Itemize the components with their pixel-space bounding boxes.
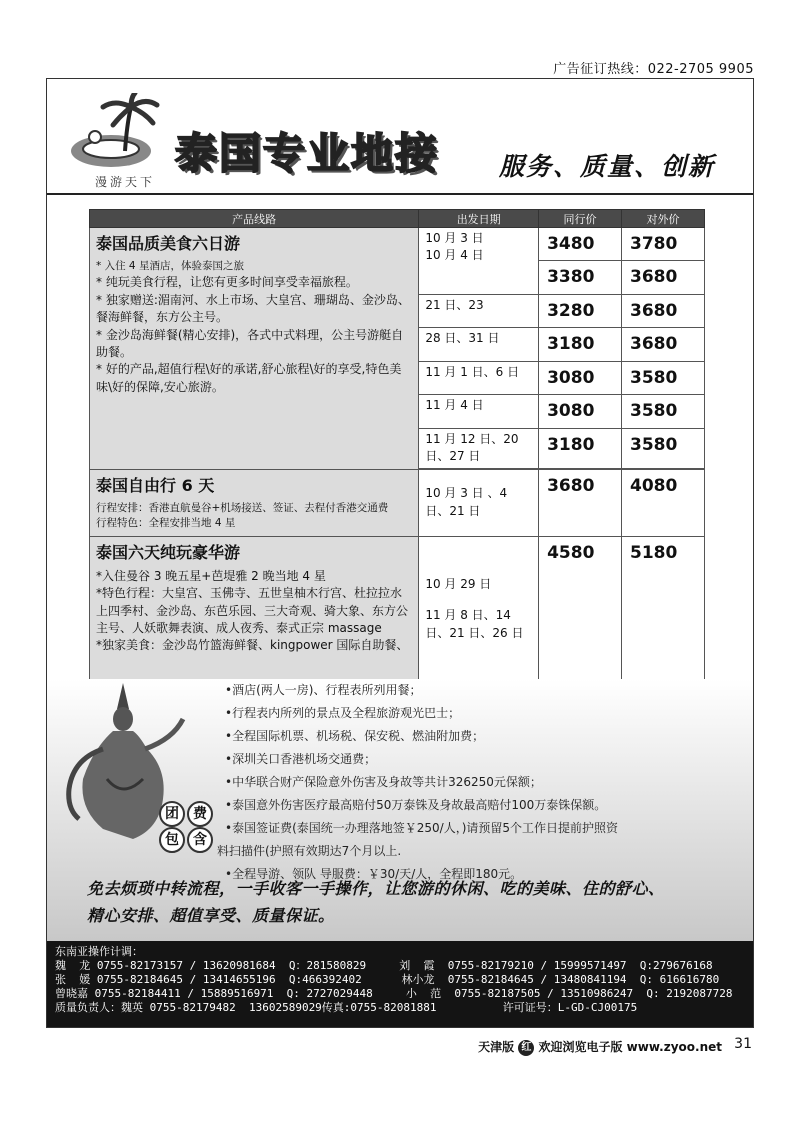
trade-price: 4580 [539, 536, 622, 682]
company-logo [65, 93, 165, 189]
header-divider [47, 193, 753, 195]
retail-price: 3680 [622, 328, 705, 361]
page-number: 31 [734, 1036, 752, 1052]
closing-statement [87, 875, 665, 929]
col-header-date: 出发日期 [419, 210, 539, 228]
departure-date-1: 10 月 29 日 [425, 577, 492, 592]
ad-frame [46, 78, 754, 1028]
list-item: •中华联合财产保险意外伤害及身故等共计326250元保额； [225, 775, 542, 789]
list-item: •酒店(两人一房)、行程表所列用餐； [225, 683, 422, 697]
product-bullet: * 入住 4 星酒店，体验泰国之旅 [96, 260, 244, 273]
trade-price: 3080 [539, 395, 622, 428]
contact-heading: 东南亚操作计调： [55, 945, 143, 958]
footer-text [478, 1038, 722, 1056]
col-header-trade-price: 同行价 [539, 210, 622, 228]
table-header-row [90, 210, 705, 228]
departure-date-2: 11 月 8 日、14 日、21 日、26 日 [425, 608, 524, 640]
list-item: •全程国际机票、机场税、保安税、燃油附加费； [225, 729, 485, 743]
product-bullet: 行程特色：全程安排当地 4 星 [96, 517, 236, 530]
product-bullet: 行程安排：香港直航曼谷+机场接送、签证、去程付香港交通费 [96, 502, 389, 515]
contact-panel [47, 941, 753, 1027]
trade-price: 3180 [539, 428, 622, 468]
departure-date: 10 月 3 日 10 月 4 日 [419, 228, 539, 295]
list-item: 料扫描件(护照有效期达7个月以上. [217, 844, 402, 858]
list-item: •全程导游、领队 导服费：￥30/天/人，全程即180元。 [225, 867, 523, 881]
table-row [90, 536, 705, 682]
retail-price: 3680 [622, 261, 705, 294]
closing-line-1: 免去烦琐中转流程，一手收客一手操作，让您游的休闲、吃的美味、住的舒心、 [87, 879, 665, 898]
trade-price: 3380 [539, 261, 622, 294]
retail-price: 4080 [622, 470, 705, 537]
page-footer [0, 1034, 800, 1058]
product-bullet: * 好的产品,超值行程\好的承诺,舒心旅程\好的享受,特色美味\好的保障,安心旅游。 [96, 362, 402, 394]
seal-tuan: 团 [159, 801, 185, 827]
product-name: 泰国六天纯玩豪华游 [96, 542, 241, 562]
list-item: •泰国意外伤害医疗最高赔付50万泰铢及身故最高赔付100万泰铢保额。 [225, 798, 607, 812]
departure-date: 11 月 1 日、6 日 [419, 361, 539, 394]
product-bullet: * 独家赠送:湄南河、水上市场、大皇宫、珊瑚岛、金沙岛、餐海鲜餐，东方公主号。 [96, 292, 410, 325]
red-badge-icon: 红 [518, 1040, 534, 1056]
product-name: 泰国品质美食六日游 [96, 234, 241, 253]
table-row [90, 228, 705, 261]
product-bullet: *入住曼谷 3 晚五星+芭堤雅 2 晚当地 4 星 [96, 568, 326, 583]
list-item: •行程表内所列的景点及全程旅游观光巴士； [225, 706, 461, 720]
product-name: 泰国自由行 6 天 [96, 476, 215, 495]
trade-price: 3280 [539, 294, 622, 327]
retail-price: 3580 [622, 395, 705, 428]
retail-price: 3580 [622, 361, 705, 394]
contact-row: 质量负责人：魏英 0755-82179482 13602589029传真:0755-82081881 许可证号：L-GD-CJ00175 [55, 1001, 638, 1014]
product-bullet: *独家美食：金沙岛竹篮海鲜餐、kingpower 国际自助餐、 [96, 638, 409, 653]
retail-price: 5180 [622, 536, 705, 682]
departure-date: 21 日、23 [419, 294, 539, 327]
logo-text: 漫游天下 [95, 175, 156, 189]
contact-row: 张 媛 0755-82184645 / 13414655196 Q:466392402 林小龙 0755-82184645 / 13480841194 Q: 616616780 [55, 973, 720, 986]
product-desc [90, 536, 419, 682]
edition-label: 天津版 [478, 1040, 515, 1054]
ad-slogan: 服务、质量、创新 [499, 152, 716, 181]
seal-bao: 包 [159, 827, 185, 853]
list-item: •深圳关口香港机场交通费； [225, 752, 377, 766]
closing-line-2: 精心安排、超值享受、质量保证。 [87, 906, 335, 925]
ad-title: 泰国专业地接 [175, 129, 440, 178]
product-bullet: *特色行程：大皇宫、玉佛寺、五世皇柚木行宫、杜拉拉水上四季村、金沙岛、东芭乐园、三大奇观、骑大象、东方公主号、人妖歌舞表演、成人夜秀、泰式正宗 massage [96, 586, 409, 635]
contact-row: 曾晓嘉 0755-82184411 / 15889516971 Q: 2727029448 小 范 0755-82187505 / 13510986247 Q: 2192087728 [55, 987, 733, 1000]
departure-date: 11 月 4 日 [419, 395, 539, 428]
palm-logo-icon [65, 93, 165, 183]
departure-date: 10 月 3 日 、4 日、21 日 [419, 470, 539, 537]
trade-price: 3680 [539, 470, 622, 537]
departure-date [419, 536, 539, 682]
retail-price: 3580 [622, 428, 705, 468]
col-header-retail-price: 对外价 [622, 210, 705, 228]
seal-han: 含 [187, 827, 213, 853]
footer-site: 欢迎浏览电子版 www.zyoo.net [538, 1040, 722, 1054]
product-desc [90, 228, 419, 470]
departure-date: 28 日、31 日 [419, 328, 539, 361]
included-list [217, 679, 619, 886]
retail-price: 3780 [622, 228, 705, 261]
departure-date: 11 月 12 日、20 日、27 日 [419, 428, 539, 468]
retail-price: 3680 [622, 294, 705, 327]
product-bullet: * 金沙岛海鲜餐(精心安排)，各式中式料理，公主号游艇自助餐。 [96, 327, 404, 359]
product-desc [90, 470, 419, 537]
trade-price: 3480 [539, 228, 622, 261]
seal-fei: 费 [187, 801, 213, 827]
table-row [90, 470, 705, 537]
product-bullet: * 纯玩美食行程，让您有更多时间享受幸福旅程。 [96, 275, 358, 290]
contact-row: 魏 龙 0755-82173157 / 13620981684 Q：281580829 刘 霞 0755-82179210 / 15999571497 Q:279676168 [55, 959, 713, 972]
product-table [89, 209, 705, 683]
list-item: •泰国签证费(泰国统一办理落地签￥250/人，)请预留5个工作日提前护照资 [225, 821, 619, 835]
col-header-route: 产品线路 [90, 210, 419, 228]
trade-price: 3180 [539, 328, 622, 361]
trade-price: 3080 [539, 361, 622, 394]
ad-hotline: 广告征订热线：022-2705 9905 [553, 62, 754, 77]
